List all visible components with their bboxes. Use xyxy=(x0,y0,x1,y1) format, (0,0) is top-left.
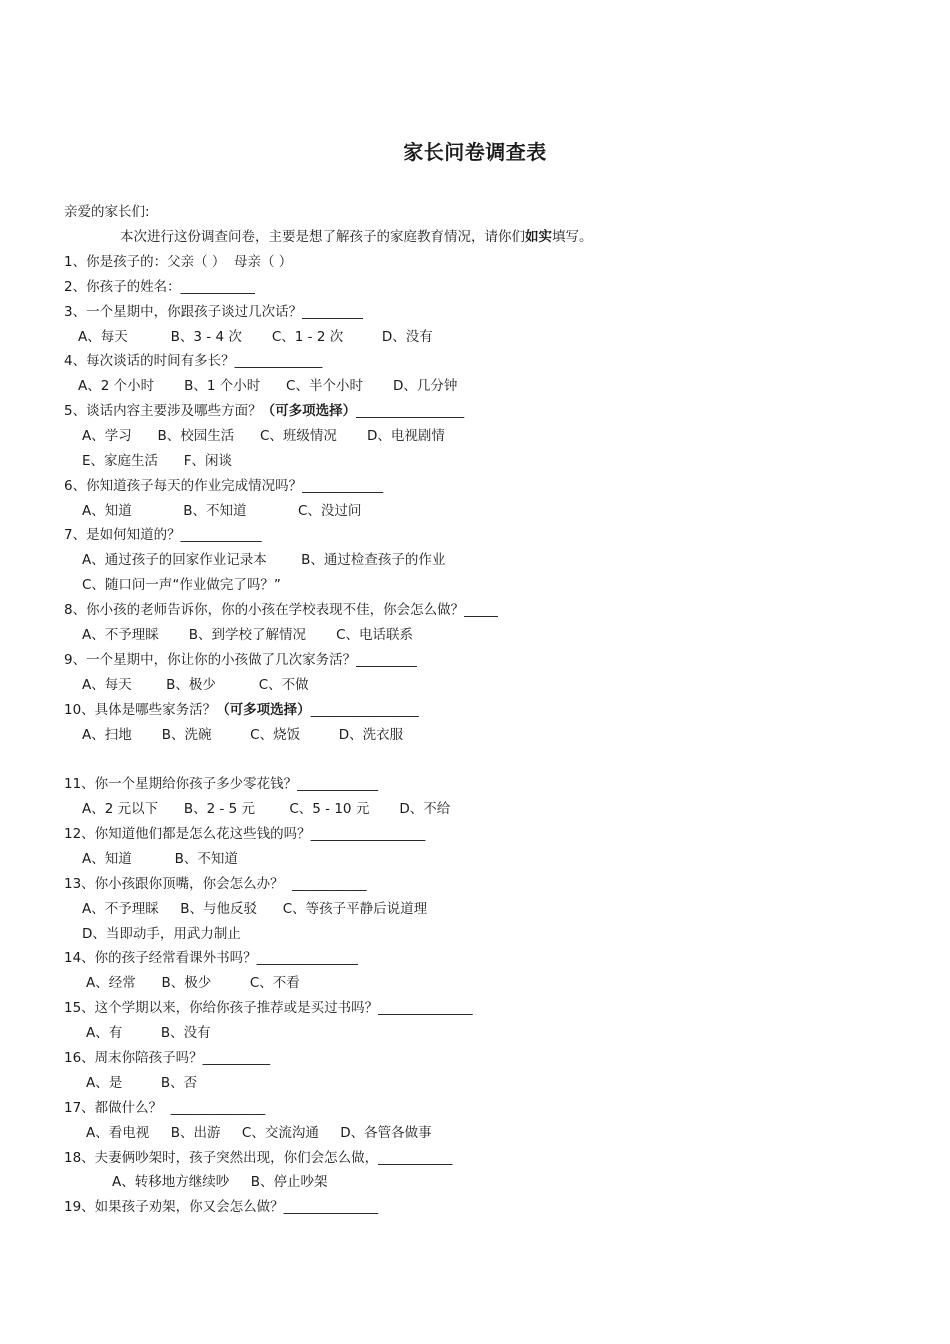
text-segment: 9、一个星期中，你让你的小孩做了几次家务活？_________ xyxy=(64,652,417,668)
text-segment: A、不予理睬 B、到学校了解情况 C、电话联系 xyxy=(82,627,413,643)
text-segment: 16、周末你陪孩子吗？__________ xyxy=(64,1050,271,1066)
bold-text: （可多项选择） xyxy=(216,702,311,718)
text-line xyxy=(64,476,383,496)
text-segment: 17、都做什么？ ______________ xyxy=(64,1100,266,1116)
text-segment: A、学习 B、校园生活 C、班级情况 D、电视剧情 xyxy=(82,428,445,444)
text-line xyxy=(64,998,473,1018)
text-line xyxy=(64,401,464,421)
text-line xyxy=(64,600,498,620)
text-line xyxy=(112,1172,327,1192)
text-segment: 2、你孩子的姓名：___________ xyxy=(64,279,255,295)
text-segment: 亲爱的家长们: xyxy=(64,204,150,220)
text-line xyxy=(82,675,309,695)
text-segment: A、每天 B、3 - 4 次 C、1 - 2 次 D、没有 xyxy=(78,329,433,345)
text-segment: 6、你知道孩子每天的作业完成情况吗？____________ xyxy=(64,478,384,494)
text-line xyxy=(64,1048,270,1068)
text-line xyxy=(82,725,403,745)
text-line xyxy=(120,227,593,247)
text-segment: E、家庭生活 F、闲谈 xyxy=(82,453,233,469)
text-segment: 4、每次谈话的时间有多长？_____________ xyxy=(64,353,323,369)
text-segment: A、每天 B、极少 C、不做 xyxy=(82,677,309,693)
text-line xyxy=(78,376,457,396)
text-segment: A、2 个小时 B、1 个小时 C、半个小时 D、几分钟 xyxy=(78,378,458,394)
text-segment: A、有 B、没有 xyxy=(86,1025,211,1041)
text-segment: A、知道 B、不知道 xyxy=(82,851,238,867)
text-segment: 13、你小孩跟你顶嘴，你会怎么办？ ___________ xyxy=(64,876,367,892)
text-segment: 5、谈话内容主要涉及哪些方面？ xyxy=(64,403,262,419)
text-line xyxy=(64,874,367,894)
text-line xyxy=(86,1123,432,1143)
text-segment: 18、夫妻俩吵架时，孩子突然出现，你们会怎么做，___________ xyxy=(64,1150,453,1166)
text-line xyxy=(82,924,241,944)
text-line xyxy=(78,327,433,347)
text-line xyxy=(82,550,445,570)
text-segment: 10、具体是哪些家务活？ xyxy=(64,702,217,718)
text-line xyxy=(82,899,427,919)
text-line xyxy=(82,501,361,521)
text-line xyxy=(82,426,445,446)
text-segment: 14、你的孩子经常看课外书吗？_______________ xyxy=(64,950,358,966)
text-segment: A、不予理睬 B、与他反驳 C、等孩子平静后说道理 xyxy=(82,901,428,917)
text-segment: ________________ xyxy=(310,702,419,718)
text-segment: 3、一个星期中，你跟孩子谈过几次话？_________ xyxy=(64,304,363,320)
text-line xyxy=(86,1073,197,1093)
text-line xyxy=(64,650,417,670)
text-segment: 11、你一个星期给你孩子多少零花钱？____________ xyxy=(64,776,379,792)
text-segment: 8、你小孩的老师告诉你，你的小孩在学校表现不佳，你会怎么做？_____ xyxy=(64,602,498,618)
text-segment: A、经常 B、极少 C、不看 xyxy=(86,975,300,991)
text-segment: D、当即动手，用武力制止 xyxy=(82,926,241,942)
text-segment: 19、如果孩子劝架，你又会怎么做？______________ xyxy=(64,1199,379,1215)
text-segment: A、知道 B、不知道 C、没过问 xyxy=(82,503,362,519)
text-segment: 15、这个学期以来，你给你孩子推荐或是买过书吗？______________ xyxy=(64,1000,473,1016)
text-segment: A、是 B、否 xyxy=(86,1075,198,1091)
text-line xyxy=(64,277,255,297)
text-line xyxy=(64,302,363,322)
text-segment: C、随口问一声“作业做完了吗？” xyxy=(82,577,281,593)
text-segment: 本次进行这份调查问卷，主要是想了解孩子的家庭教育情况，请你们 xyxy=(120,229,525,245)
text-line xyxy=(64,351,322,371)
text-line xyxy=(86,1023,211,1043)
text-segment: A、通过孩子的回家作业记录本 B、通过检查孩子的作业 xyxy=(82,552,446,568)
text-segment: 1、你是孩子的：父亲（ ） 母亲（ ） xyxy=(64,254,293,270)
page-title: 家长问卷调查表 xyxy=(403,140,547,164)
text-line xyxy=(64,1098,265,1118)
text-segment: 7、是如何知道的？____________ xyxy=(64,527,262,543)
text-line xyxy=(82,799,450,819)
text-line xyxy=(82,625,413,645)
text-line xyxy=(64,824,425,844)
text-line xyxy=(64,700,419,720)
text-line xyxy=(64,525,262,545)
text-segment: 12、你知道他们都是怎么花这些钱的吗？_________________ xyxy=(64,826,426,842)
text-segment: A、看电视 B、出游 C、交流沟通 D、各管各做事 xyxy=(86,1125,432,1141)
text-segment: 填写。 xyxy=(552,229,593,245)
text-segment: A、转移地方继续吵 B、停止吵架 xyxy=(112,1174,328,1190)
text-line xyxy=(82,849,238,869)
bold-text: （可多项选择） xyxy=(261,403,357,419)
text-line xyxy=(82,451,232,471)
bold-text: 如实 xyxy=(525,229,552,245)
text-segment: ________________ xyxy=(356,403,465,419)
text-line xyxy=(64,252,292,272)
text-line xyxy=(86,973,300,993)
text-line xyxy=(64,774,378,794)
text-line xyxy=(64,1197,378,1217)
text-segment: A、2 元以下 B、2 - 5 元 C、5 - 10 元 D、不给 xyxy=(82,801,451,817)
text-line xyxy=(64,1148,452,1168)
text-segment: A、扫地 B、洗碗 C、烧饭 D、洗衣服 xyxy=(82,727,404,743)
text-line xyxy=(82,575,281,595)
text-line xyxy=(64,202,150,222)
text-line xyxy=(64,948,358,968)
